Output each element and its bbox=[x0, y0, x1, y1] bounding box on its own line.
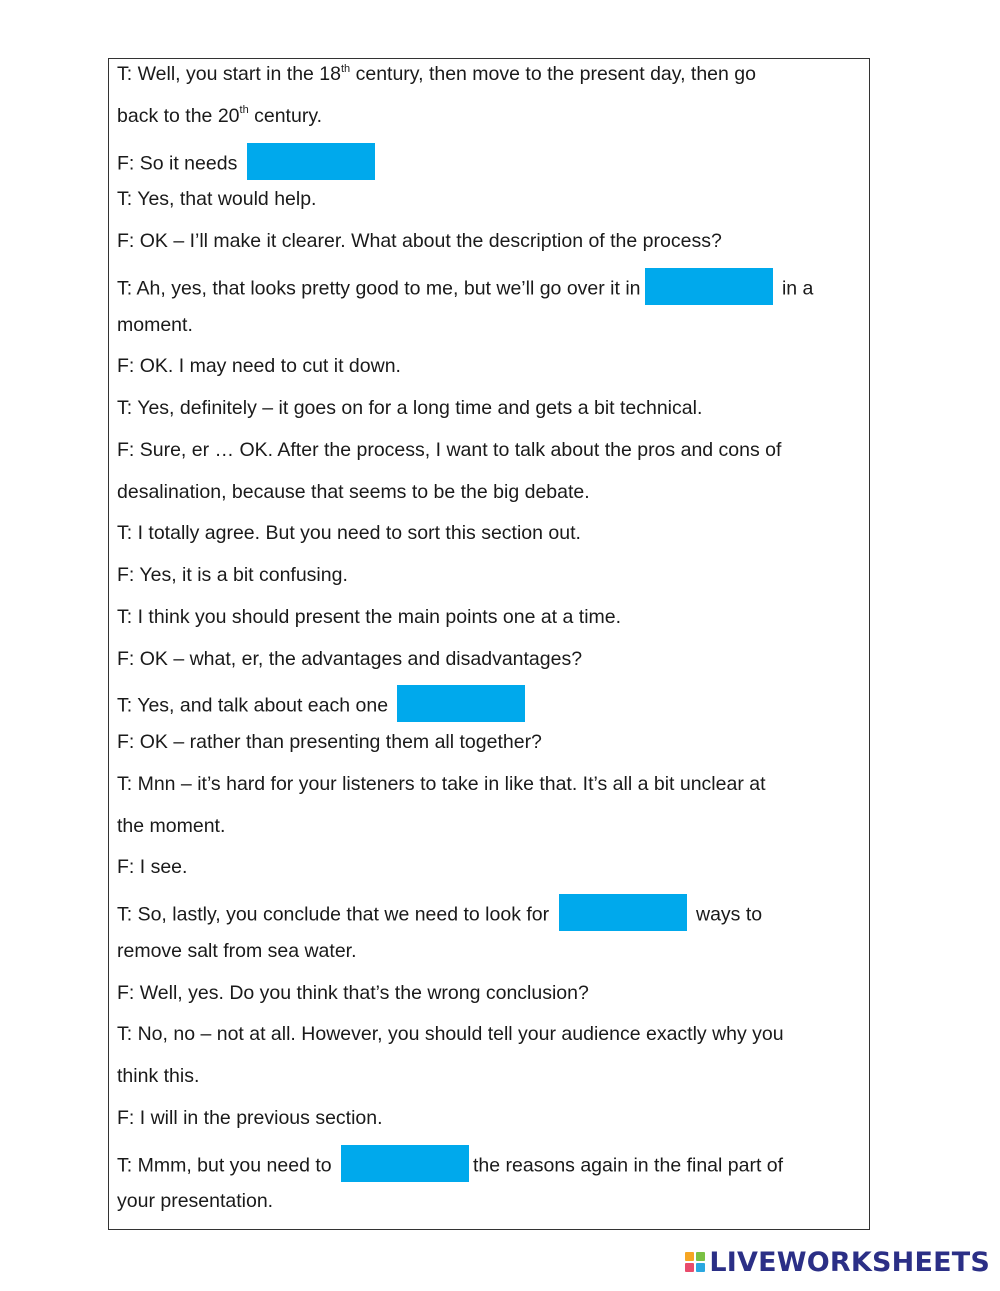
superscript: th bbox=[239, 104, 249, 117]
line-text: F: OK – what, er, the advantages and disadvantages? bbox=[117, 647, 583, 670]
dialogue-line bbox=[117, 647, 582, 671]
line-text: century, then move to the present day, then go bbox=[350, 63, 756, 85]
dialogue-line bbox=[117, 1022, 784, 1046]
line-text: desalination, because that seems to be the big debate. bbox=[117, 480, 590, 503]
line-text: F: So it needs bbox=[117, 152, 243, 175]
line-text: F: Sure, er … OK. After the process, I want to talk about the pros and cons of bbox=[117, 438, 782, 461]
answer-blank-1[interactable] bbox=[247, 143, 375, 180]
line-text: F: OK. I may need to cut it down. bbox=[117, 355, 401, 378]
dialogue-line bbox=[117, 772, 766, 796]
dialogue-line bbox=[117, 897, 762, 934]
line-text: T: I totally agree. But you need to sort this section out. bbox=[117, 522, 581, 545]
dialogue-line bbox=[117, 187, 316, 211]
dialogue-line bbox=[117, 1148, 783, 1185]
dialogue-line bbox=[117, 1189, 273, 1213]
logo-square bbox=[685, 1252, 694, 1261]
logo-text: LIVEWORKSHEETS bbox=[709, 1246, 990, 1278]
dialogue-line bbox=[117, 313, 193, 337]
logo-square bbox=[696, 1252, 705, 1261]
dialogue-line bbox=[117, 521, 581, 545]
line-text: T: Ah, yes, that looks pretty good to me, but we’ll go over it in bbox=[117, 277, 641, 300]
line-text: century. bbox=[248, 104, 323, 127]
line-text: T: Well, you start in the 18 bbox=[117, 63, 341, 85]
superscript: th bbox=[341, 62, 351, 75]
line-text: T: Mnn – it’s hard for your listeners to take in like that. It’s all a bit unclear at bbox=[117, 772, 766, 795]
dialogue-line bbox=[117, 814, 225, 838]
line-text: remove salt from sea water. bbox=[117, 939, 357, 962]
line-text: F: I see. bbox=[117, 856, 188, 879]
logo-square bbox=[685, 1263, 694, 1272]
dialogue-line bbox=[117, 939, 357, 963]
dialogue-line bbox=[117, 104, 322, 128]
line-text: in a bbox=[776, 277, 814, 300]
answer-blank-2[interactable] bbox=[645, 268, 773, 305]
dialogue-line bbox=[117, 1106, 383, 1130]
line-text: T: Yes, definitely – it goes on for a long time and gets a bit technical. bbox=[117, 397, 703, 419]
dialogue-line bbox=[117, 480, 590, 504]
line-text: T: Mmm, but you need to bbox=[117, 1154, 338, 1177]
answer-blank-4[interactable] bbox=[559, 894, 687, 931]
dialogue-line bbox=[117, 354, 401, 378]
dialogue-line bbox=[117, 396, 702, 420]
line-text: the reasons again in the final part of bbox=[473, 1154, 784, 1177]
line-text: F: OK – rather than presenting them all together? bbox=[117, 731, 542, 753]
dialogue-line bbox=[117, 1064, 199, 1088]
line-text: your presentation. bbox=[117, 1190, 274, 1213]
dialogue-line bbox=[117, 271, 813, 308]
liveworksheets-logo bbox=[685, 1247, 990, 1277]
dialogue-line bbox=[117, 730, 542, 754]
line-text: think this. bbox=[117, 1065, 200, 1087]
dialogue-line bbox=[117, 855, 187, 879]
line-text: back to the 20 bbox=[117, 104, 240, 127]
answer-blank-3[interactable] bbox=[397, 685, 525, 722]
logo-square bbox=[696, 1263, 705, 1272]
line-text: F: Yes, it is a bit confusing. bbox=[117, 564, 348, 586]
line-text: F: Well, yes. Do you think that’s the wrong conclusion? bbox=[117, 981, 589, 1004]
dialogue-line bbox=[117, 229, 722, 253]
answer-blank-5[interactable] bbox=[341, 1145, 469, 1182]
dialogue-line bbox=[117, 438, 781, 462]
dialogue-line bbox=[117, 563, 348, 587]
line-text: the moment. bbox=[117, 814, 226, 837]
dialogue-line bbox=[117, 146, 379, 183]
dialogue-line bbox=[117, 62, 756, 86]
line-text: ways to bbox=[690, 903, 763, 926]
dialogue-line bbox=[117, 688, 529, 725]
line-text: T: No, no – not at all. However, you should tell your audience exactly why you bbox=[117, 1023, 784, 1046]
line-text: T: I think you should present the main points one at a time. bbox=[117, 605, 622, 628]
dialogue-line bbox=[117, 981, 589, 1005]
line-text: F: I will in the previous section. bbox=[117, 1106, 383, 1129]
line-text: T: So, lastly, you conclude that we need to look for bbox=[117, 903, 555, 926]
dialogue-line bbox=[117, 605, 621, 629]
line-text: T: Yes, and talk about each one bbox=[117, 694, 394, 717]
line-text: T: Yes, that would help. bbox=[117, 188, 317, 211]
logo-mark-icon bbox=[685, 1252, 705, 1272]
line-text: moment. bbox=[117, 313, 193, 336]
line-text: F: OK – I’ll make it clearer. What about the description of the process? bbox=[117, 230, 722, 252]
